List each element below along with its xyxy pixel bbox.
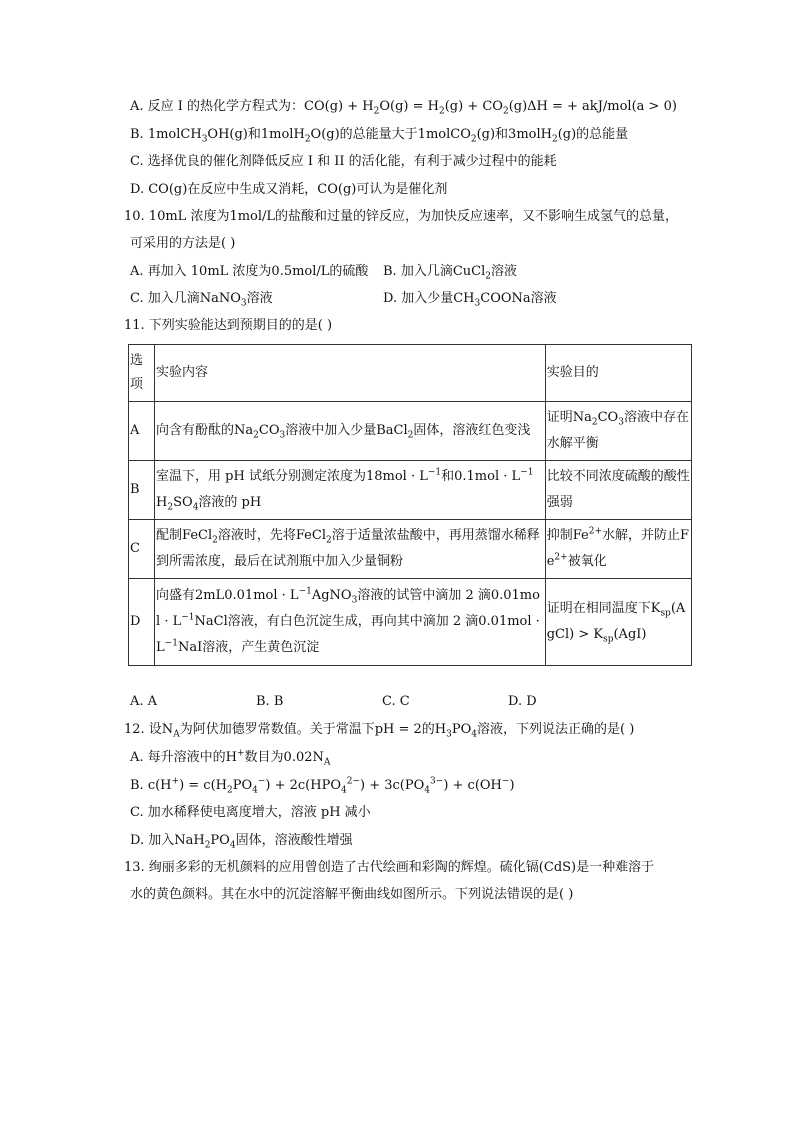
table-row <box>129 520 692 579</box>
table-row <box>129 461 692 520</box>
question-13-stem: 13. 绚丽多彩的无机颜料的应用曾创造了古代绘画和彩陶的辉煌。硫化镉(CdS)是一种难溶于 <box>124 860 655 875</box>
choice-11b: B. B <box>256 694 284 709</box>
option-10b: B. 加入几滴CuCl$_2$溶液 <box>383 264 517 282</box>
option-12c: C. 加水稀释使电离度增大，溶液 pH 减小 <box>130 805 371 820</box>
choice-11c: C. C <box>382 694 410 709</box>
question-10-stem-cont: 可采用的方法是( ) <box>130 236 236 251</box>
question-12-stem: 12. 设$N_A$为阿伏加德罗常数值。关于常温下pH = 2的$H_3PO_4$溶液，下列说法正确的是( ) <box>124 722 635 740</box>
option-9b: B. 1molCH$_3$OH(g)和1molH$_2$O(g)的总能量大于1molCO$_2$(g)和3molH$_2$(g)的总能量 <box>130 127 629 145</box>
row-option: B <box>129 461 155 520</box>
header-option: 选 项 <box>129 345 155 402</box>
row-content: 配制FeCl$_2$溶液时，先将FeCl$_2$溶于适量浓盐酸中，再用蒸馏水稀释到所需浓度，最后在试剂瓶中加入少量铜粉 <box>155 520 546 579</box>
question-11-stem: 11. 下列实验能达到预期目的的是( ) <box>124 318 333 333</box>
question-10-stem: 10. 10mL 浓度为1mol/L的盐酸和过量的锌反应，为加快反应速率，又不影响生成氢气的总量， <box>124 209 679 224</box>
table-row <box>129 402 692 461</box>
option-12d: D. 加入$NaH_2PO_4$固体，溶液酸性增强 <box>130 833 353 851</box>
option-10c: C. 加入几滴NaNO$_3$溶液 <box>130 291 273 309</box>
question-13-stem-cont: 水的黄色颜料。其在水中的沉淀溶解平衡曲线如图所示。下列说法错误的是( ) <box>130 887 574 902</box>
choice-11d: D. D <box>508 694 537 709</box>
option-10a: A. 再加入 10mL 浓度为0.5mol/L的硫酸 <box>130 264 369 279</box>
table-header-row <box>129 345 692 402</box>
row-option: A <box>129 402 155 461</box>
option-10d: D. 加入少量$CH_3COONa$溶液 <box>383 291 557 309</box>
row-purpose: 证明$Na_2CO_3$溶液中存在水解平衡 <box>545 402 691 461</box>
row-option: C <box>129 520 155 579</box>
row-content: 向盛有$2mL0.01mol \cdot L^{-1}AgNO_3$溶液的试管中滴加 2 滴$0.01mol \cdot L^{-1}NaCl$溶液，有白色沉淀生成，再向其中滴加 2 滴$0.01mol \cdot L^{-1}NaI$溶液，产生黄色沉淀 <box>155 579 546 666</box>
option-12a: A. 每升溶液中的H+数目为$0.02N_A$ <box>130 748 331 768</box>
option-12b: B. $c(H^+) = c(H_2PO_4^-) + 2c(HPO_4^{2-}) + 3c(PO_4^{3-}) + c(OH^-)$ <box>130 776 515 796</box>
experiment-table <box>128 344 692 666</box>
row-purpose: 比较不同浓度硫酸的酸性强弱 <box>545 461 691 520</box>
table-row <box>129 579 692 666</box>
option-9c: C. 选择优良的催化剂降低反应 I 和 II 的活化能，有利于减少过程中的能耗 <box>130 154 557 169</box>
row-purpose: 抑制$Fe^{2+}$水解，并防止$Fe^{2+}$被氧化 <box>545 520 691 579</box>
option-9d: D. CO(g)在反应中生成又消耗，CO(g)可认为是催化剂 <box>130 182 448 197</box>
header-purpose: 实验目的 <box>545 345 691 402</box>
choice-11a: A. A <box>130 694 158 709</box>
header-content: 实验内容 <box>155 345 546 402</box>
option-9a: A. 反应 I 的热化学方程式为：$CO(g) + H_2O(g) = H_2(g) + CO_2(g)\Delta H$ = + akJ/mol(a > 0) <box>130 99 677 117</box>
row-content: 向含有酚酞的$Na_2CO_3$溶液中加入少量BaCl$_2$固体，溶液红色变浅 <box>155 402 546 461</box>
row-content: 室温下，用 pH 试纸分别测定浓度为$18mol \cdot L^{-1}$和$0.1mol \cdot L^{-1}H_2SO_4$溶液的 pH <box>155 461 546 520</box>
row-option: D <box>129 579 155 666</box>
row-purpose: 证明在相同温度下$K_{sp}(AgCl) > K_{sp}(AgI)$ <box>545 579 691 666</box>
